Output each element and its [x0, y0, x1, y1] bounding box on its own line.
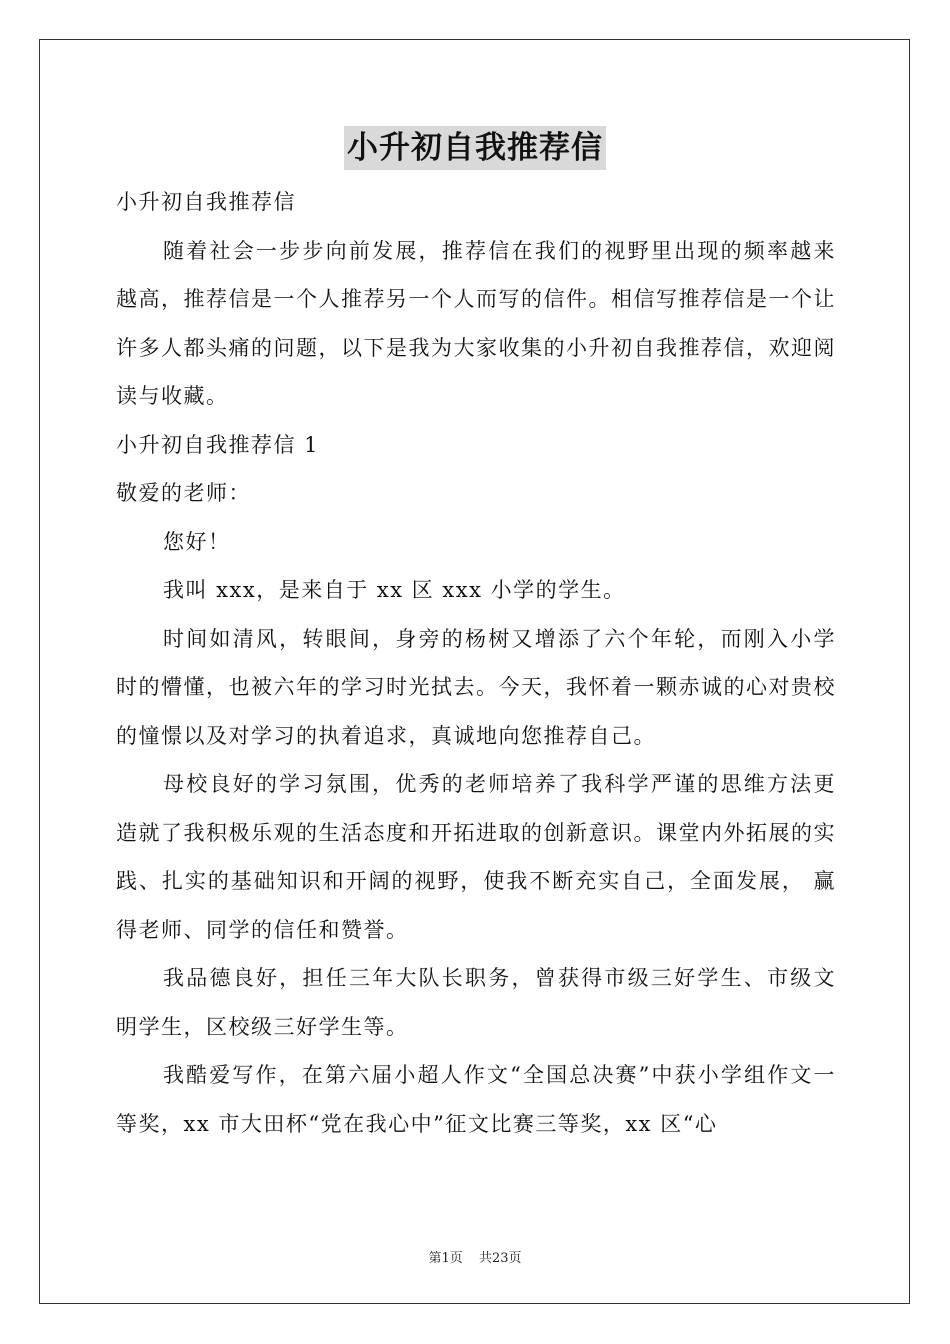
page-footer [0, 1247, 950, 1266]
page-total: 共23页 [478, 1251, 522, 1266]
paragraph: 我酷爱写作，在第六届小超人作文“全国总决赛”中获小学组作文一等奖，xx 市大田杯“党在我心中”征文比赛三等奖，xx 区“心 [116, 1063, 836, 1136]
paragraph: 时间如清风，转眼间，身旁的杨树又增添了六个年轮，而刚入小学时的懵懂，也被六年的学习时光拭去。今天，我怀着一颗赤诚的心对贵校的憧憬以及对学习的执着追求，真诚地向您推荐自己。 [116, 626, 836, 748]
paragraph: 小升初自我推荐信 [116, 190, 296, 214]
paragraph: 您好！ [163, 529, 231, 554]
paragraph: 我叫 xxx，是来自于 xx 区 xxx 小学的学生。 [163, 578, 626, 602]
paragraph: 敬爱的老师： [116, 481, 251, 505]
paragraph: 我品德良好，担任三年大队长职务，曾获得市级三好学生、市级文明学生，区校级三好学生等。 [116, 966, 836, 1039]
paragraph: 母校良好的学习氛围，优秀的老师培养了我科学严谨的思维方法更造就了我积极乐观的生活态度和开拓进取的创新意识。课堂内外拓展的实践、扎实的基础知识和开阔的视野，使我不断充实自己，全面发展， 赢得老师、同学的信任和赞誉。 [116, 772, 836, 942]
page-number: 第1页 [428, 1251, 463, 1266]
paragraph: 小升初自我推荐信 1 [116, 432, 320, 457]
document-body [116, 178, 836, 1148]
document-title: 小升初自我推荐信 [344, 126, 606, 170]
paragraph: 随着社会一步步向前发展，推荐信在我们的视野里出现的频率越来越高，推荐信是一个人推荐另一个人而写的信件。相信写推荐信是一个让许多人都头痛的问题，以下是我为大家收集的小升初自我推荐信，欢迎阅读与收藏。 [116, 238, 836, 408]
title-container [0, 126, 950, 170]
